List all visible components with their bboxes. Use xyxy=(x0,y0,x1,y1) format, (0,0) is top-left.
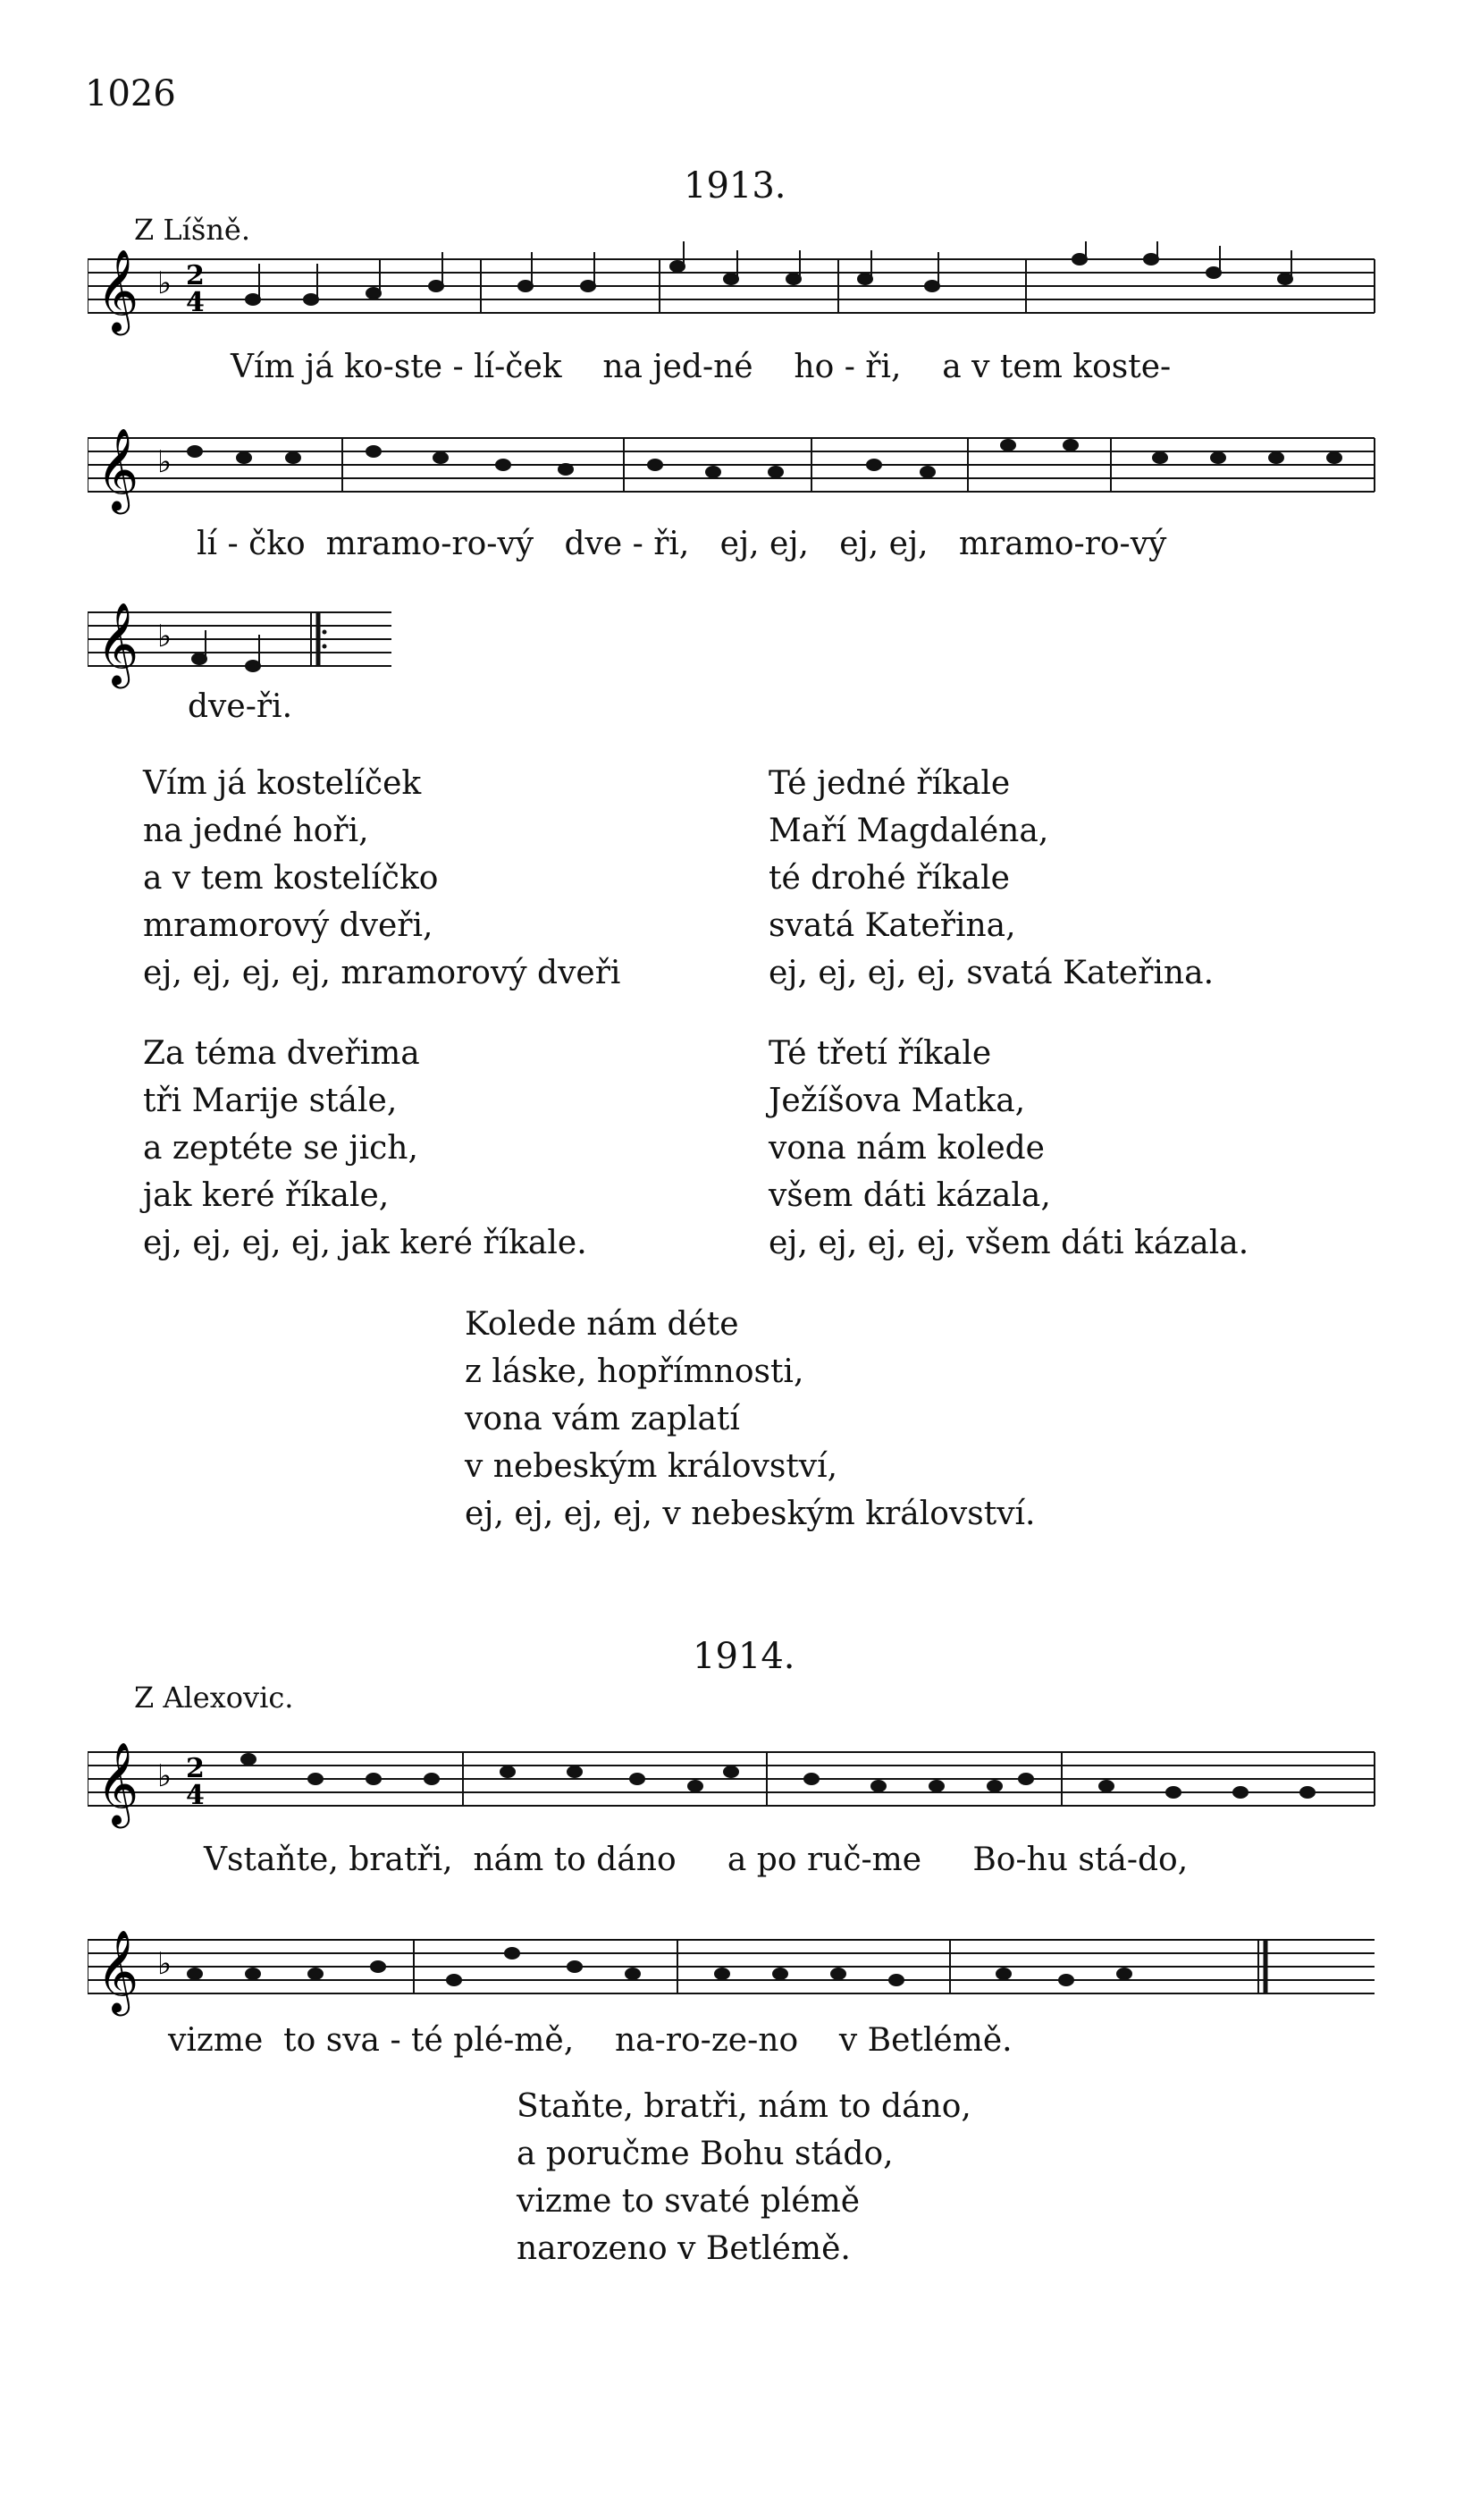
treble-clef-icon: 𝄞 xyxy=(97,1741,139,1825)
song-number: 1914. xyxy=(693,1636,795,1677)
stanza-line: té drohé říkale xyxy=(769,860,1010,897)
lyrics-line: Vím já ko-ste - lí-ček na jed-né ho - ři, a v tem koste- xyxy=(231,349,1172,385)
stanza-line: tři Marije stále, xyxy=(143,1083,398,1119)
stanza-line: ej, ej, ej, ej, mramorový dveři xyxy=(143,955,621,991)
music-staff xyxy=(88,241,1383,367)
stanza-line: ej, ej, ej, ej, v nebeským království. xyxy=(465,1496,1036,1532)
stanza-line: a zeptéte se jich, xyxy=(143,1130,418,1167)
stanza-line: Maří Magdaléna, xyxy=(769,813,1049,849)
music-staff xyxy=(88,594,409,693)
time-signature-bottom: 4 xyxy=(186,287,205,318)
treble-clef-icon: 𝄞 xyxy=(97,427,139,510)
flat-icon: ♭ xyxy=(157,265,172,301)
stanza xyxy=(143,1030,587,1267)
flat-icon: ♭ xyxy=(157,1946,172,1982)
stanza xyxy=(143,760,620,997)
stanza xyxy=(769,1030,1249,1267)
flat-icon: ♭ xyxy=(157,1758,172,1794)
stanza xyxy=(517,2083,971,2272)
stanza-line: z láske, hopřímnosti, xyxy=(465,1353,804,1390)
stanza-line: ej, ej, ej, ej, jak keré říkale. xyxy=(143,1225,587,1261)
treble-clef-icon: 𝄞 xyxy=(97,1929,139,2012)
stanza-line: na jedné hoři, xyxy=(143,813,369,849)
stanza-line: Té jedné říkale xyxy=(769,765,1011,802)
stanza-line: v nebeským království, xyxy=(465,1448,838,1485)
lyrics-line: vizme to sva - té plé-mě, na-ro-ze-no v Betlémě. xyxy=(168,2022,1013,2059)
song-origin: Z Alexovic. xyxy=(134,1681,294,1715)
music-staff xyxy=(88,1904,1383,2020)
stanza-line: ej, ej, ej, ej, všem dáti kázala. xyxy=(769,1225,1249,1261)
page-number: 1026 xyxy=(85,73,176,114)
stanza-line: a poručme Bohu stádo, xyxy=(517,2136,894,2172)
stanza-line: ej, ej, ej, ej, svatá Kateřina. xyxy=(769,955,1215,991)
stanza-line: Vím já kostelíček xyxy=(143,765,422,802)
stanza xyxy=(465,1301,1036,1538)
song-origin: Z Líšně. xyxy=(134,213,251,247)
stanza-line: vona nám kolede xyxy=(769,1130,1045,1167)
lyrics-line: lí - čko mramo-ro-vý dve - ři, ej, ej, ej, ej, mramo-ro-vý xyxy=(197,526,1167,562)
flat-icon: ♭ xyxy=(157,619,172,654)
time-signature-top: 2 xyxy=(186,260,205,291)
stanza-line: Té třetí říkale xyxy=(769,1035,992,1072)
song-number: 1913. xyxy=(684,165,786,206)
treble-clef-icon: 𝄞 xyxy=(97,602,139,685)
stanza-line: svatá Kateřina, xyxy=(769,907,1016,944)
time-signature-bottom: 4 xyxy=(186,1780,205,1811)
flat-icon: ♭ xyxy=(157,444,172,480)
time-signature-top: 2 xyxy=(186,1753,205,1784)
music-staff xyxy=(88,420,1383,527)
stanza-line: Kolede nám déte xyxy=(465,1306,739,1343)
stanza-line: Staňte, bratři, nám to dáno, xyxy=(517,2088,971,2125)
stanza-line: Za téma dveřima xyxy=(143,1035,420,1072)
stanza-line: vizme to svaté plémě xyxy=(517,2183,861,2220)
treble-clef-icon: 𝄞 xyxy=(97,249,139,332)
stanza-line: jak keré říkale, xyxy=(143,1177,390,1214)
lyrics-line: dve-ři. xyxy=(188,688,293,725)
stanza-line: a v tem kostelíčko xyxy=(143,860,439,897)
stanza-line: mramorový dveři, xyxy=(143,907,433,944)
stanza xyxy=(769,760,1214,997)
stanza-line: vona vám zaplatí xyxy=(465,1401,740,1437)
stanza-line: všem dáti kázala, xyxy=(769,1177,1051,1214)
stanza-line: Ježíšova Matka, xyxy=(769,1083,1026,1119)
stanza-line: narozeno v Betlémě. xyxy=(517,2230,851,2267)
lyrics-line: Vstaňte, bratři, nám to dáno a po ruč-me Bo-hu stá-do, xyxy=(204,1842,1189,1878)
music-staff xyxy=(88,1716,1383,1833)
